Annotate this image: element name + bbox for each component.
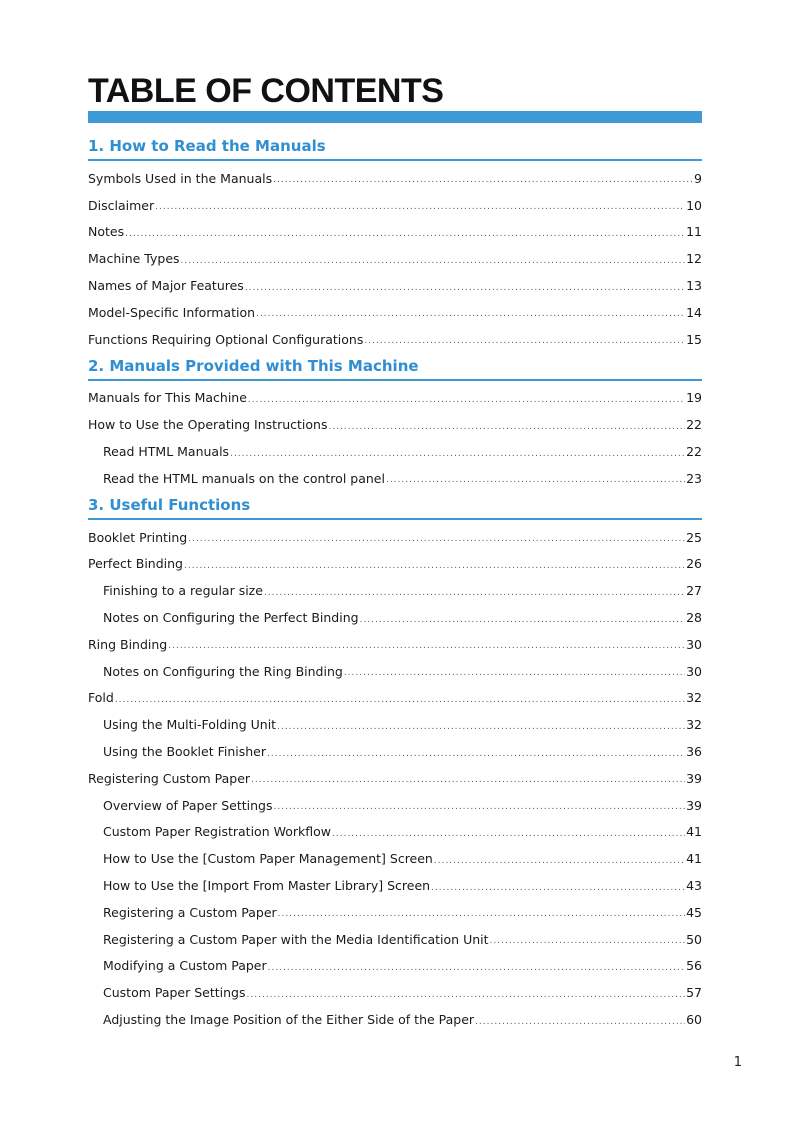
toc-subentry[interactable] (88, 658, 702, 685)
dot-leader (268, 963, 685, 973)
toc-entry-title: Notes (88, 224, 125, 240)
toc-entry-title: Registering Custom Paper (88, 770, 251, 786)
toc-entry-page-number: 23 (686, 470, 702, 486)
toc-entry-title: Using the Multi-Folding Unit (103, 717, 277, 733)
toc-subentry[interactable] (88, 899, 702, 926)
toc-subentry[interactable] (88, 979, 702, 1006)
dot-leader (273, 175, 693, 185)
dot-leader (364, 336, 685, 346)
toc-subentry[interactable] (88, 792, 702, 819)
dot-leader (360, 615, 686, 625)
toc-entry-title: Disclaimer (88, 197, 155, 213)
page-number: 1 (733, 1055, 742, 1070)
page-title: TABLE OF CONTENTS (88, 72, 444, 110)
toc-entry[interactable] (88, 631, 702, 658)
toc-entry-page-number: 43 (686, 878, 702, 894)
dot-leader (264, 588, 685, 598)
dot-leader (475, 1017, 685, 1027)
toc-entry-page-number: 41 (686, 851, 702, 867)
toc-entry-page-number: 15 (686, 331, 702, 347)
dot-leader (328, 422, 685, 432)
dot-leader (278, 909, 685, 919)
toc-entry-page-number: 45 (686, 904, 702, 920)
toc-subentry[interactable] (88, 604, 702, 631)
section-heading[interactable]: 3. Useful Functions (88, 492, 702, 520)
toc-subentry[interactable] (88, 872, 702, 899)
toc-subentry[interactable] (88, 438, 702, 465)
dot-leader (230, 449, 685, 459)
dot-leader (181, 256, 686, 266)
toc-entry-title: Booklet Printing (88, 529, 188, 545)
toc-entry-page-number: 27 (686, 583, 702, 599)
toc-entry-page-number: 14 (686, 304, 702, 320)
toc-entry-title: Custom Paper Registration Workflow (103, 824, 331, 840)
toc-entry-title: Machine Types (88, 251, 180, 267)
toc-entry-title: Names of Major Features (88, 278, 244, 294)
toc-subentry[interactable] (88, 465, 702, 492)
toc-entry-page-number: 25 (686, 529, 702, 545)
dot-leader (332, 829, 685, 839)
toc-entry[interactable] (88, 685, 702, 712)
dot-leader (251, 775, 685, 785)
toc-entry[interactable] (88, 219, 702, 246)
toc-entry-page-number: 32 (686, 690, 702, 706)
toc-subentry[interactable] (88, 738, 702, 765)
toc-entry-page-number: 22 (686, 417, 702, 433)
dot-leader (344, 668, 685, 678)
toc-entry-page-number: 39 (686, 797, 702, 813)
toc-entry[interactable] (88, 411, 702, 438)
toc-subentry[interactable] (88, 711, 702, 738)
toc-entry-title: Symbols Used in the Manuals (88, 170, 273, 186)
toc-entry-page-number: 39 (686, 770, 702, 786)
toc-subentry[interactable] (88, 819, 702, 846)
toc-entry-title: How to Use the Operating Instructions (88, 417, 328, 433)
toc-entry-page-number: 30 (686, 663, 702, 679)
toc-entry-page-number: 36 (686, 744, 702, 760)
toc-entry-page-number: 9 (694, 170, 702, 186)
toc-entry-title: Finishing to a regular size (103, 583, 263, 599)
dot-leader (115, 695, 685, 705)
toc-entry-title: Notes on Configuring the Ring Binding (103, 663, 343, 679)
toc-subentry[interactable] (88, 926, 702, 953)
toc-subentry[interactable] (88, 577, 702, 604)
toc-entry-title: Manuals for This Machine (88, 390, 247, 406)
toc-entry-page-number: 50 (686, 931, 702, 947)
toc-entry-page-number: 28 (686, 610, 702, 626)
toc-subentry[interactable] (88, 845, 702, 872)
dot-leader (431, 883, 685, 893)
dot-leader (274, 802, 686, 812)
dot-leader (168, 641, 685, 651)
dot-leader (256, 309, 685, 319)
toc-entry-page-number: 41 (686, 824, 702, 840)
toc-entry-title: Functions Requiring Optional Configurations (88, 331, 364, 347)
toc-entry-page-number: 56 (686, 958, 702, 974)
toc-entry-page-number: 60 (686, 1012, 702, 1027)
toc-entry-title: How to Use the [Custom Paper Management] Screen (103, 851, 433, 867)
toc-entry-title: Ring Binding (88, 636, 168, 652)
toc-entry-title: Adjusting the Image Position of the Either Side of the Paper (103, 1012, 475, 1027)
toc-entry-page-number: 57 (686, 985, 702, 1001)
dot-leader (188, 534, 685, 544)
table-of-contents (88, 133, 702, 1033)
toc-entry-title: Perfect Binding (88, 556, 183, 572)
toc-entry-page-number: 13 (686, 278, 702, 294)
toc-subentry[interactable] (88, 953, 702, 980)
dot-leader (248, 395, 685, 405)
toc-entry[interactable] (88, 524, 702, 551)
section-heading[interactable]: 1. How to Read the Manuals (88, 133, 702, 161)
toc-entry-page-number: 12 (686, 251, 702, 267)
dot-leader (245, 283, 685, 293)
toc-entry-title: Registering a Custom Paper (103, 904, 277, 920)
dot-leader (125, 229, 685, 239)
toc-entry-page-number: 22 (686, 444, 702, 460)
dot-leader (277, 722, 685, 732)
dot-leader (247, 990, 686, 1000)
toc-entry-page-number: 11 (686, 224, 702, 240)
dot-leader (386, 475, 685, 485)
toc-entry-title: Overview of Paper Settings (103, 797, 273, 813)
toc-entry-title: Custom Paper Settings (103, 985, 246, 1001)
toc-entry[interactable] (88, 192, 702, 219)
toc-entry-title: Model-Specific Information (88, 304, 256, 320)
dot-leader (155, 202, 685, 212)
toc-entry-title: Fold (88, 690, 114, 706)
toc-entry[interactable] (88, 551, 702, 578)
toc-entry[interactable] (88, 245, 702, 272)
dot-leader (434, 856, 685, 866)
dot-leader (490, 936, 686, 946)
toc-entry-title: Read the HTML manuals on the control panel (103, 470, 385, 486)
toc-entry[interactable] (88, 326, 702, 353)
toc-entry[interactable] (88, 165, 702, 192)
toc-entry-title: Read HTML Manuals (103, 444, 230, 460)
title-accent-bar (88, 111, 702, 123)
toc-entry-title: How to Use the [Import From Master Library] Screen (103, 878, 431, 894)
toc-entry-page-number: 30 (686, 636, 702, 652)
section-heading[interactable]: 2. Manuals Provided with This Machine (88, 353, 702, 381)
dot-leader (184, 561, 685, 571)
dot-leader (267, 749, 685, 759)
toc-entry[interactable] (88, 385, 702, 412)
toc-entry-page-number: 26 (686, 556, 702, 572)
toc-entry-page-number: 19 (686, 390, 702, 406)
toc-entry-title: Registering a Custom Paper with the Media Identification Unit (103, 931, 489, 947)
toc-entry-page-number: 32 (686, 717, 702, 733)
toc-entry-title: Modifying a Custom Paper (103, 958, 267, 974)
toc-entry-title: Using the Booklet Finisher (103, 744, 267, 760)
toc-subentry[interactable] (88, 1006, 702, 1033)
toc-entry-title: Notes on Configuring the Perfect Binding (103, 610, 359, 626)
toc-entry[interactable] (88, 272, 702, 299)
toc-entry[interactable] (88, 299, 702, 326)
toc-entry-page-number: 10 (686, 197, 702, 213)
toc-entry[interactable] (88, 765, 702, 792)
